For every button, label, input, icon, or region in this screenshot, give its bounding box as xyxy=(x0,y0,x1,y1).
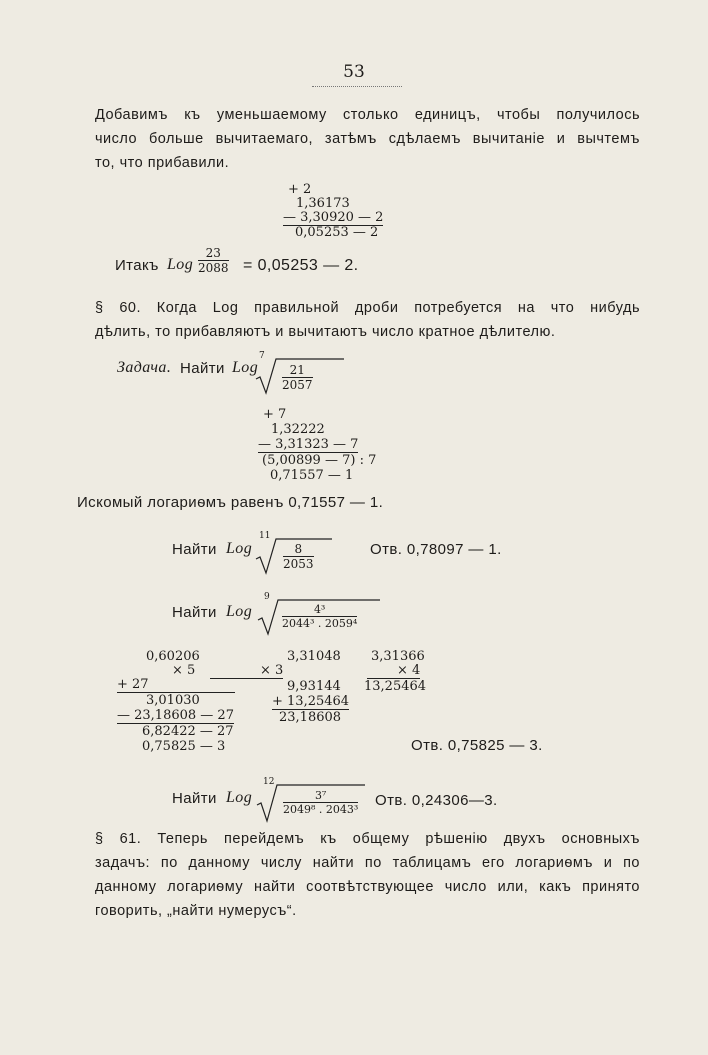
ex1-num: 8 xyxy=(283,542,314,557)
colA-line: 6,82422 — 27 xyxy=(142,724,234,739)
colB-line: 3,31048 xyxy=(287,649,341,664)
ex3-answer: Отв. 0,24306—3. xyxy=(375,792,498,809)
answer1: Искомый логариѳмъ равенъ 0,71557 — 1. xyxy=(77,494,384,511)
colA-line: × 5 xyxy=(172,663,196,678)
ex2-fraction xyxy=(282,603,357,630)
colB-line: 23,18608 xyxy=(279,710,342,725)
colB-line: 9,93144 xyxy=(287,679,341,694)
colA-line: + 27 xyxy=(117,677,149,692)
sec60-line-1: § 60. Когда Log правильной дроби потребуется на что нибудь xyxy=(95,300,640,316)
ex2-root-index: 9 xyxy=(264,592,270,602)
sec61-line-2: задачъ: по данному числу найти по таблицамъ его логариѳмъ и по xyxy=(95,855,640,871)
page-number: 53 xyxy=(343,62,365,82)
ex2-log: Log xyxy=(226,603,253,620)
ex3-log: Log xyxy=(226,789,253,806)
ex2-answer: Отв. 0,75825 — 3. xyxy=(411,737,543,754)
itak-den: 2088 xyxy=(198,261,229,275)
calc1-line: — 3,30920 — 2 xyxy=(283,210,384,225)
colA-line: — 23,18608 — 27 xyxy=(117,708,234,723)
colC-line: 13,25464 xyxy=(364,679,427,694)
ex1-answer: Отв. 0,78097 — 1. xyxy=(370,541,502,558)
colC-line: × 4 xyxy=(367,663,420,679)
itak-fraction xyxy=(198,246,229,275)
ex3-num: 3⁷ xyxy=(283,789,358,803)
ex1-den: 2053 xyxy=(283,557,314,571)
ex1-root-index: 11 xyxy=(259,531,271,541)
intro-line-2: число больше вычитаемаго, затѣмъ сдѣлаемъ вычитаніе и вычтемъ xyxy=(95,131,640,147)
itak-log: Log xyxy=(167,256,194,273)
task-label: Задача. xyxy=(117,359,172,376)
itak-num: 23 xyxy=(198,246,229,261)
task-root-index: 7 xyxy=(259,351,265,361)
calc2-line: 1,32222 xyxy=(271,422,325,437)
task-fraction xyxy=(282,363,313,392)
ex1-fraction xyxy=(283,542,314,571)
ex1-text: Найти xyxy=(172,541,217,558)
colA-line: 0,60206 xyxy=(146,649,200,664)
header-rule xyxy=(312,86,402,87)
task-log: Log xyxy=(232,359,259,376)
ex3-fraction xyxy=(283,789,358,816)
calc1-line: 1,36173 xyxy=(296,196,350,211)
calc2-line: + 7 xyxy=(263,407,287,422)
ex3-root-index: 12 xyxy=(263,777,275,787)
ex2-num: 4³ xyxy=(282,603,357,617)
sec60-line-2: дѣлить, то прибавляютъ и вычитаютъ число кратное дѣлителю. xyxy=(95,324,556,340)
colC-line: 3,31366 xyxy=(371,649,425,664)
intro-line-3: то, что прибавили. xyxy=(95,155,230,171)
colA-line: 0,75825 — 3 xyxy=(142,739,226,754)
intro-line-1: Добавимъ къ уменьшаемому столько единицъ, чтобы получилось xyxy=(95,107,640,123)
itak-word: Итакъ xyxy=(115,257,159,274)
task-den: 2057 xyxy=(282,378,313,392)
calc1-line: 0,05253 — 2 xyxy=(295,225,379,240)
ex2-den: 2044³ . 2059⁴ xyxy=(282,617,358,630)
colA-line: 3,01030 xyxy=(146,693,200,708)
task-num: 21 xyxy=(282,363,313,378)
calc2-line: 0,71557 — 1 xyxy=(270,468,354,483)
ex2-text: Найти xyxy=(172,604,217,621)
calc2-line: — 3,31323 — 7 xyxy=(258,437,359,452)
ex3-den: 2049⁸ . 2043³ xyxy=(283,803,359,816)
task-text: Найти xyxy=(180,360,225,377)
calc2-line: (5,00899 — 7) : 7 xyxy=(262,453,377,468)
ex1-log: Log xyxy=(226,540,253,557)
sec61-line-1: § 61. Теперь перейдемъ къ общему рѣшенію двухъ основныхъ xyxy=(95,831,640,847)
colB-line: + 13,25464 xyxy=(272,694,350,709)
colB-line: × 3 xyxy=(210,663,283,679)
ex3-text: Найти xyxy=(172,790,217,807)
sec61-line-3: данному логариѳму найти соотвѣтствующее число или, какъ принято xyxy=(95,879,640,895)
itak-result: = 0,05253 — 2. xyxy=(243,257,359,274)
sec61-line-4: говорить, „найти нумерусъ“. xyxy=(95,903,297,919)
calc1-line: + 2 xyxy=(288,182,312,197)
